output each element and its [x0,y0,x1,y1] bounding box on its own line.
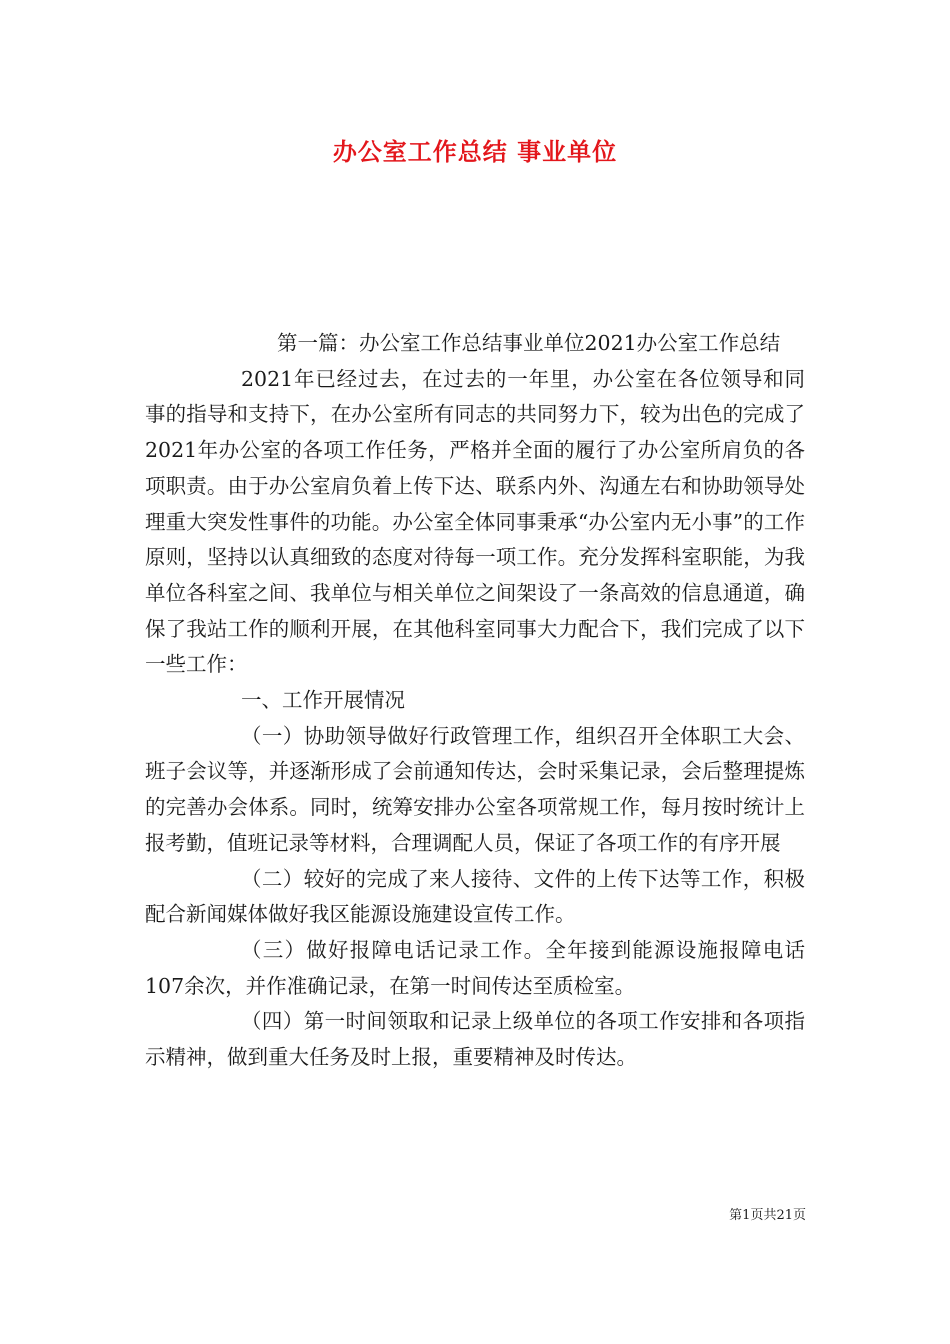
section-title: 第一篇：办公室工作总结事业单位2021办公室工作总结 [277,331,781,355]
document-body [145,326,805,1076]
page-title: 办公室工作总结 事业单位 [332,138,618,166]
list-item: （三）做好报障电话记录工作。全年接到能源设施报障电话107余次，并作准确记录，在第一时间传达至质检室。 [145,937,805,998]
list-item: （二）较好的完成了来人接待、文件的上传下达等工作，积极配合新闻媒体做好我区能源设施建设宣传工作。 [145,866,805,927]
list-item: （四）第一时间领取和记录上级单位的各项工作安排和各项指示精神，做到重大任务及时上报，重要精神及时传达。 [145,1009,805,1070]
page-number: 第1页共21页 [729,1208,806,1223]
intro-paragraph: 2021年已经过去，在过去的一年里，办公室在各位领导和同事的指导和支持下，在办公室所有同志的共同努力下，较为出色的完成了2021年办公室的各项工作任务，严格并全面的履行了办公室所肩负的各项职责。由于办公室肩负着上传下达、联系内外、沟通左右和协助领导处理重大突发性事件的功能。办公室全体同事秉承“办公室内无小事”的工作原则，坚持以认真细致的态度对待每一项工作。充分发挥科室职能，为我单位各科室之间、我单位与相关单位之间架设了一条高效的信息通道，确保了我站工作的顺利开展，在其他科室同事大力配合下，我们完成了以下一些工作： [145,366,805,677]
section-heading: 一、工作开展情况 [241,688,405,713]
list-item: （一）协助领导做好行政管理工作，组织召开全体职工大会、班子会议等，并逐渐形成了会前通知传达，会时采集记录，会后整理提炼的完善办会体系。同时，统筹安排办公室各项常规工作，每月按时统计上报考勤，值班记录等材料，合理调配人员，保证了各项工作的有序开展 [145,723,805,855]
